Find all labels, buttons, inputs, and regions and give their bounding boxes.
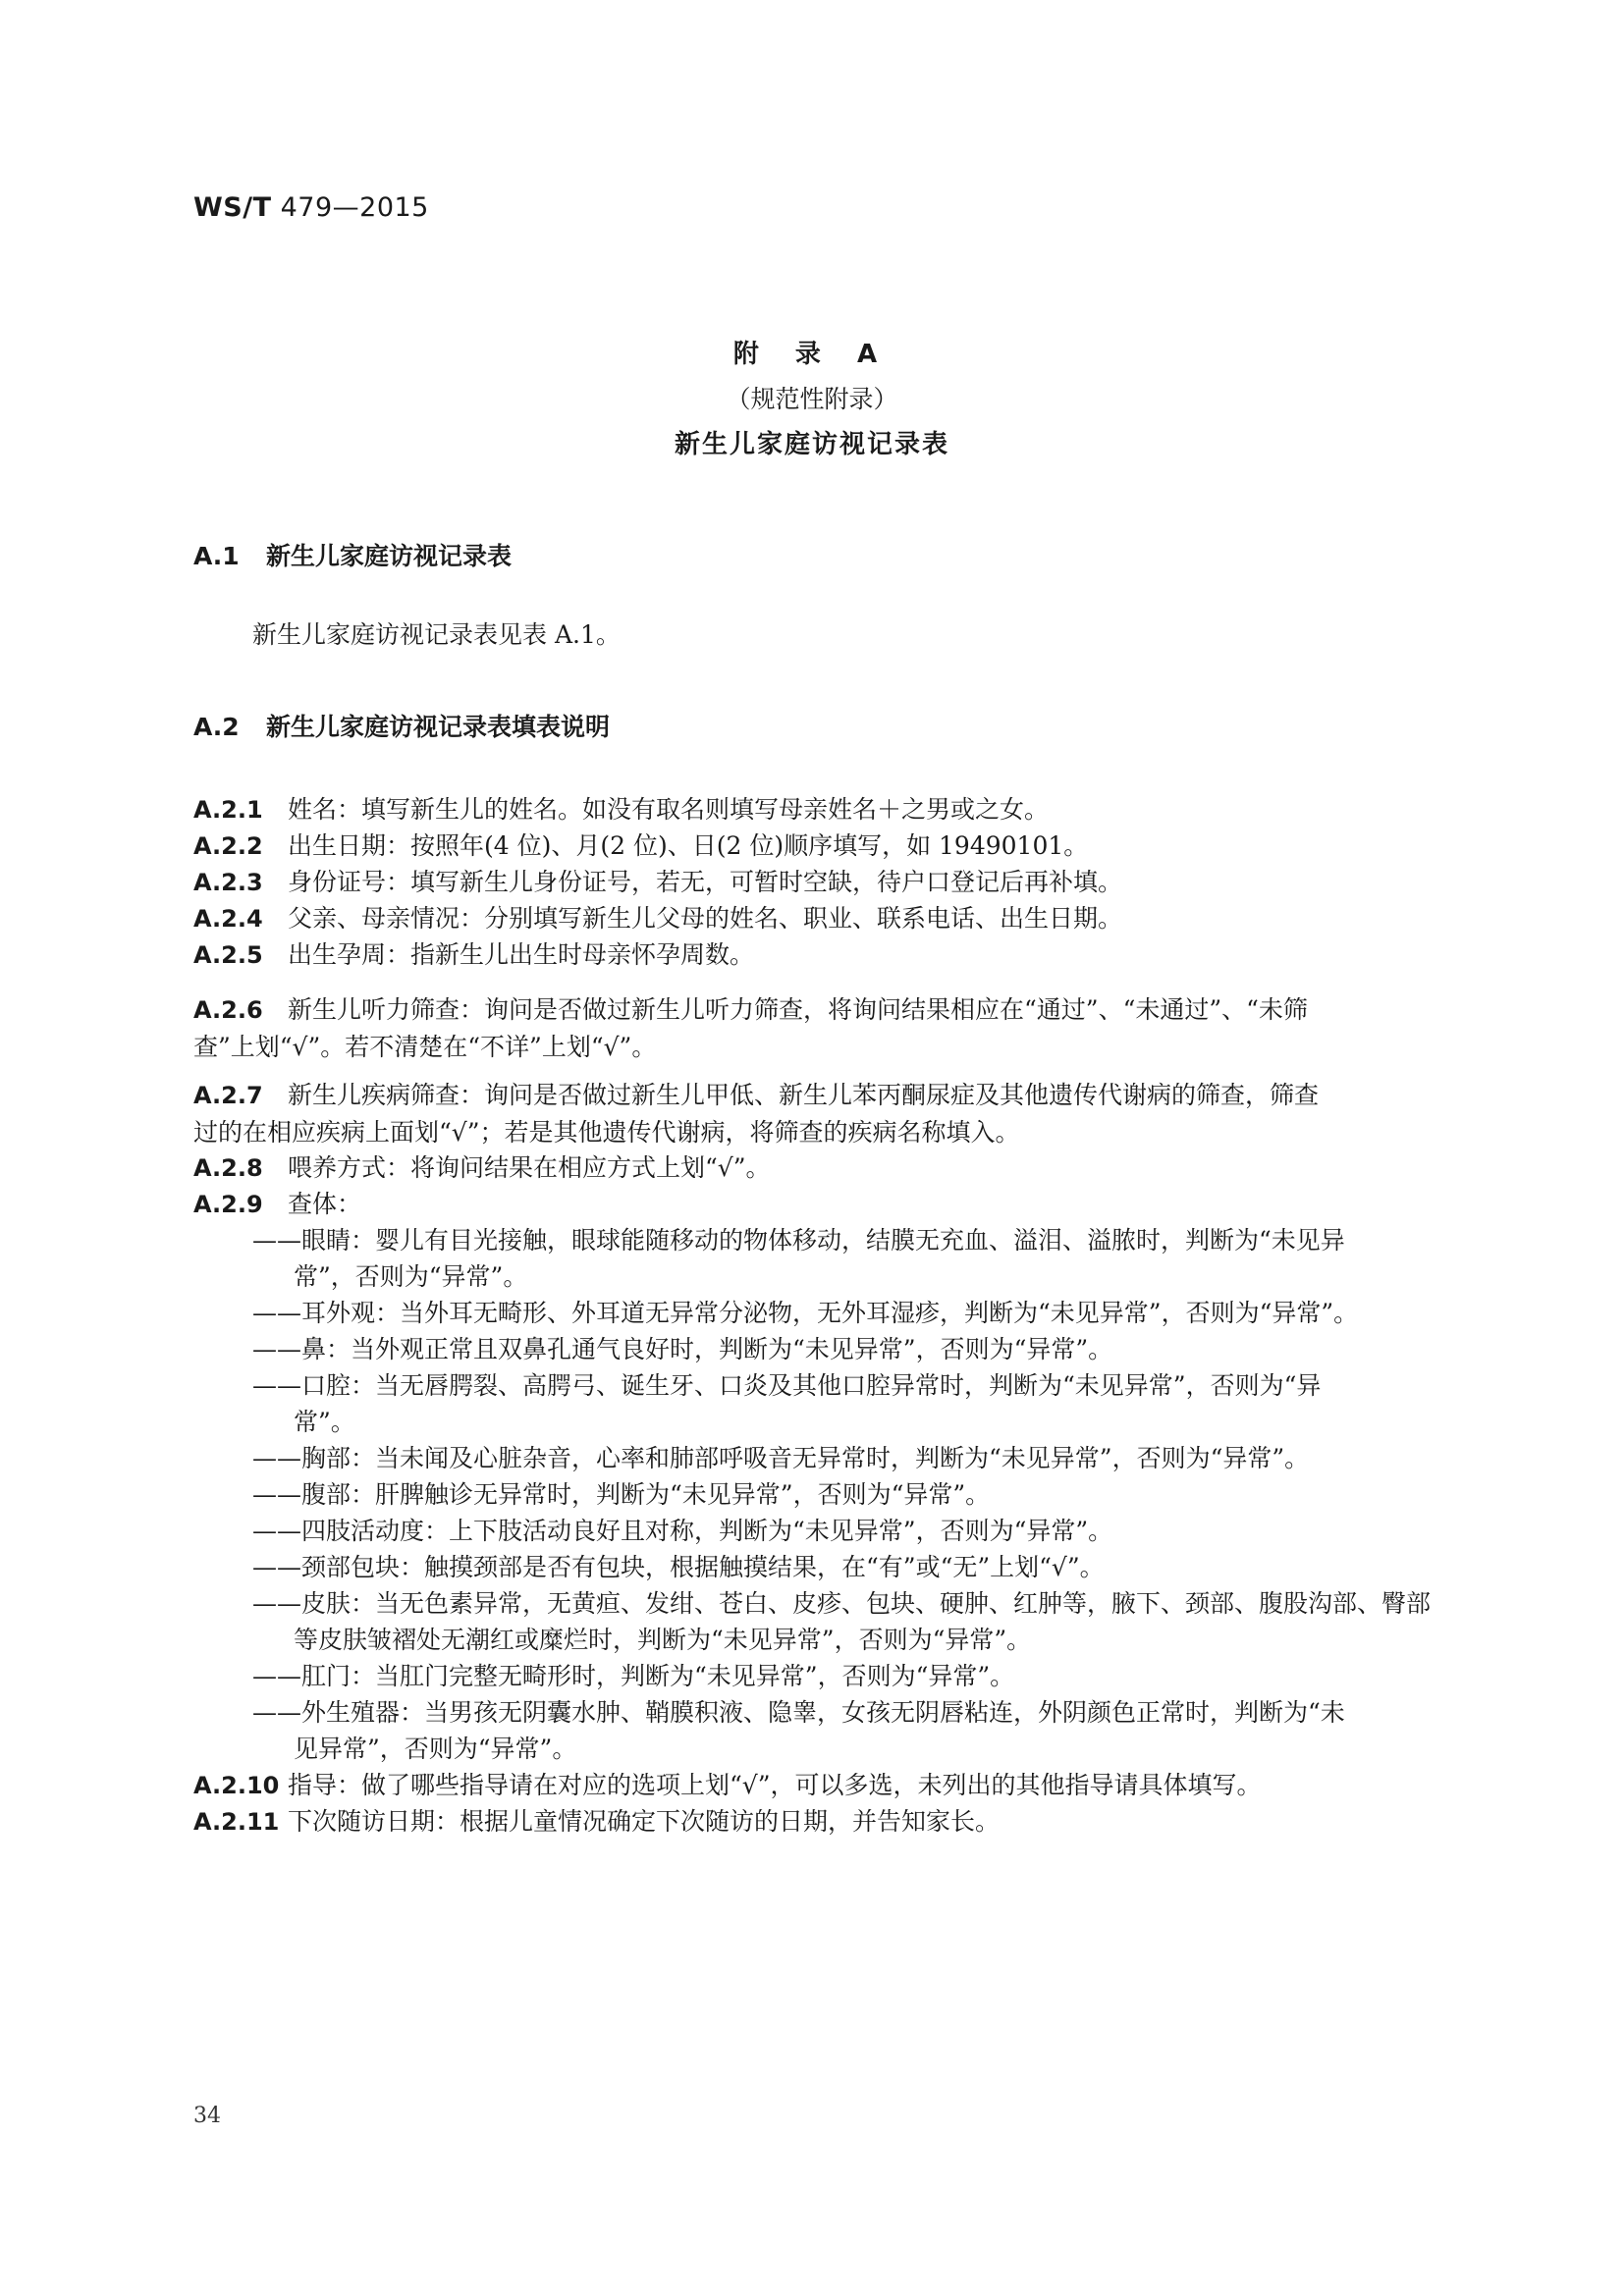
clause-text: 新生儿疾病筛查：询问是否做过新生儿甲低、新生儿苯丙酮尿症及其他遗传代谢病的筛查，筛查 bbox=[288, 1081, 1320, 1109]
clause-a-2-8 bbox=[193, 1149, 771, 1187]
section-title: 新生儿家庭访视记录表 bbox=[266, 542, 513, 570]
clause-number: A.2.10 bbox=[193, 1772, 280, 1799]
clause-number: A.2.3 bbox=[193, 869, 263, 896]
exam-item-text: ——耳外观：当外耳无畸形、外耳道无异常分泌物，无外耳湿疹，判断为“未见异常”，否则为“异常”。 bbox=[252, 1299, 1359, 1327]
clause-number: A.2.8 bbox=[193, 1154, 263, 1182]
exam-item-text: ——口腔：当无唇腭裂、高腭弓、诞生牙、口炎及其他口腔异常时，判断为“未见异常”，否则为“异 bbox=[252, 1371, 1322, 1400]
section-number: A.1 bbox=[193, 542, 240, 570]
clause-number: A.2.11 bbox=[193, 1808, 280, 1836]
exam-item-text: ——外生殖器：当男孩无阴囊水肿、鞘膜积液、隐睾，女孩无阴唇粘连，外阴颜色正常时，判断为“未 bbox=[252, 1698, 1345, 1727]
section-a1-body: 新生儿家庭访视记录表见表 A.1。 bbox=[252, 620, 621, 649]
exam-item-text: ——颈部包块：触摸颈部是否有包块，根据触摸结果，在“有”或“无”上划“√”。 bbox=[252, 1553, 1105, 1581]
exam-item-abdomen bbox=[252, 1476, 990, 1513]
clause-a-2-6 bbox=[193, 991, 1308, 1065]
exam-item-text: ——胸部：当未闻及心脏杂音，心率和肺部呼吸音无异常时，判断为“未见异常”，否则为“异常”。 bbox=[252, 1444, 1310, 1472]
clause-a-2-1 bbox=[193, 791, 1049, 828]
clause-text: 身份证号：填写新生儿身份证号，若无，可暂时空缺，待户口登记后再补填。 bbox=[288, 868, 1123, 896]
exam-item-mouth bbox=[252, 1367, 1321, 1440]
section-number: A.2 bbox=[193, 713, 240, 741]
exam-item-anus bbox=[252, 1658, 1014, 1694]
page-number: 34 bbox=[193, 2104, 221, 2128]
standard-code-number: 479—2015 bbox=[280, 192, 429, 223]
clause-a-2-5 bbox=[193, 936, 754, 974]
section-heading-a1 bbox=[193, 537, 512, 572]
clause-text: 指导：做了哪些指导请在对应的选项上划“√”，可以多选，未列出的其他指导请具体填写。 bbox=[288, 1771, 1262, 1799]
annex-name: 新生儿家庭访视记录表 bbox=[674, 430, 949, 459]
clause-a-2-2 bbox=[193, 828, 1088, 865]
clause-text: 出生日期：按照年(4 位)、月(2 位)、日(2 位)顺序填写，如 19490101。 bbox=[288, 831, 1089, 860]
section-heading-a2 bbox=[193, 708, 610, 743]
clause-a-2-3 bbox=[193, 864, 1122, 901]
exam-item-text-continued: 常”。 bbox=[294, 1408, 355, 1436]
exam-item-chest bbox=[252, 1440, 1309, 1476]
clause-number: A.2.4 bbox=[193, 905, 263, 933]
clause-text: 下次随访日期：根据儿童情况确定下次随访的日期，并告知家长。 bbox=[288, 1807, 1001, 1836]
clause-text-continued: 查”上划“√”。若不清楚在“不详”上划“√”。 bbox=[193, 1033, 657, 1061]
clause-number: A.2.6 bbox=[193, 996, 263, 1024]
section-title: 新生儿家庭访视记录表填表说明 bbox=[266, 713, 611, 741]
clause-number: A.2.5 bbox=[193, 941, 263, 969]
clause-a-2-10 bbox=[193, 1767, 1262, 1804]
exam-item-text-continued: 见异常”，否则为“异常”。 bbox=[294, 1735, 577, 1763]
exam-item-eyes bbox=[252, 1222, 1345, 1295]
clause-text: 姓名：填写新生儿的姓名。如没有取名则填写母亲姓名＋之男或之女。 bbox=[288, 795, 1050, 824]
standard-code-prefix: WS/T bbox=[193, 192, 272, 223]
exam-item-text: ——肛门：当肛门完整无畸形时，判断为“未见异常”，否则为“异常”。 bbox=[252, 1662, 1015, 1690]
clause-text: 查体： bbox=[288, 1190, 362, 1218]
clause-number: A.2.2 bbox=[193, 832, 263, 860]
clause-a-2-11 bbox=[193, 1803, 1000, 1841]
clause-a-2-7 bbox=[193, 1077, 1319, 1150]
standard-code bbox=[193, 192, 429, 223]
annex-title: 附 录 A bbox=[732, 340, 892, 369]
clause-text-continued: 过的在相应疾病上面划“√”；若是其他遗传代谢病，将筛查的疾病名称填入。 bbox=[193, 1118, 1020, 1147]
clause-number: A.2.9 bbox=[193, 1191, 263, 1218]
exam-item-text: ——眼睛：婴儿有目光接触，眼球能随移动的物体移动，结膜无充血、溢泪、溢脓时，判断为“未见异 bbox=[252, 1226, 1345, 1255]
clause-number: A.2.1 bbox=[193, 796, 263, 824]
clause-text: 新生儿听力筛查：询问是否做过新生儿听力筛查，将询问结果相应在“通过”、“未通过”、“未筛 bbox=[288, 995, 1308, 1024]
exam-item-text-continued: 常”，否则为“异常”。 bbox=[294, 1262, 528, 1291]
clause-number: A.2.7 bbox=[193, 1082, 263, 1109]
clause-a-2-4 bbox=[193, 900, 1122, 937]
exam-item-genitals bbox=[252, 1694, 1345, 1767]
exam-item-ear bbox=[252, 1295, 1358, 1331]
clause-text: 父亲、母亲情况：分别填写新生儿父母的姓名、职业、联系电话、出生日期。 bbox=[288, 904, 1123, 933]
exam-item-neck bbox=[252, 1549, 1105, 1585]
exam-item-text-continued: 等皮肤皱褶处无潮红或糜烂时，判断为“未见异常”，否则为“异常”。 bbox=[294, 1626, 1032, 1654]
clause-text: 喂养方式：将询问结果在相应方式上划“√”。 bbox=[288, 1153, 771, 1182]
clause-a-2-9 bbox=[193, 1186, 361, 1223]
exam-item-skin bbox=[252, 1585, 1431, 1658]
exam-item-text: ——四肢活动度：上下肢活动良好且对称，判断为“未见异常”，否则为“异常”。 bbox=[252, 1517, 1113, 1545]
exam-item-text: ——鼻：当外观正常且双鼻孔通气良好时，判断为“未见异常”，否则为“异常”。 bbox=[252, 1335, 1113, 1363]
clause-text: 出生孕周：指新生儿出生时母亲怀孕周数。 bbox=[288, 940, 755, 969]
exam-item-text: ——腹部：肝脾触诊无异常时，判断为“未见异常”，否则为“异常”。 bbox=[252, 1480, 991, 1509]
exam-item-text: ——皮肤：当无色素异常，无黄疸、发绀、苍白、皮疹、包块、硬肿、红肿等，腋下、颈部、腹股沟部、臀部 bbox=[252, 1589, 1432, 1618]
annex-type: （规范性附录） bbox=[726, 385, 898, 413]
exam-item-limbs bbox=[252, 1513, 1112, 1549]
exam-item-nose bbox=[252, 1331, 1112, 1367]
